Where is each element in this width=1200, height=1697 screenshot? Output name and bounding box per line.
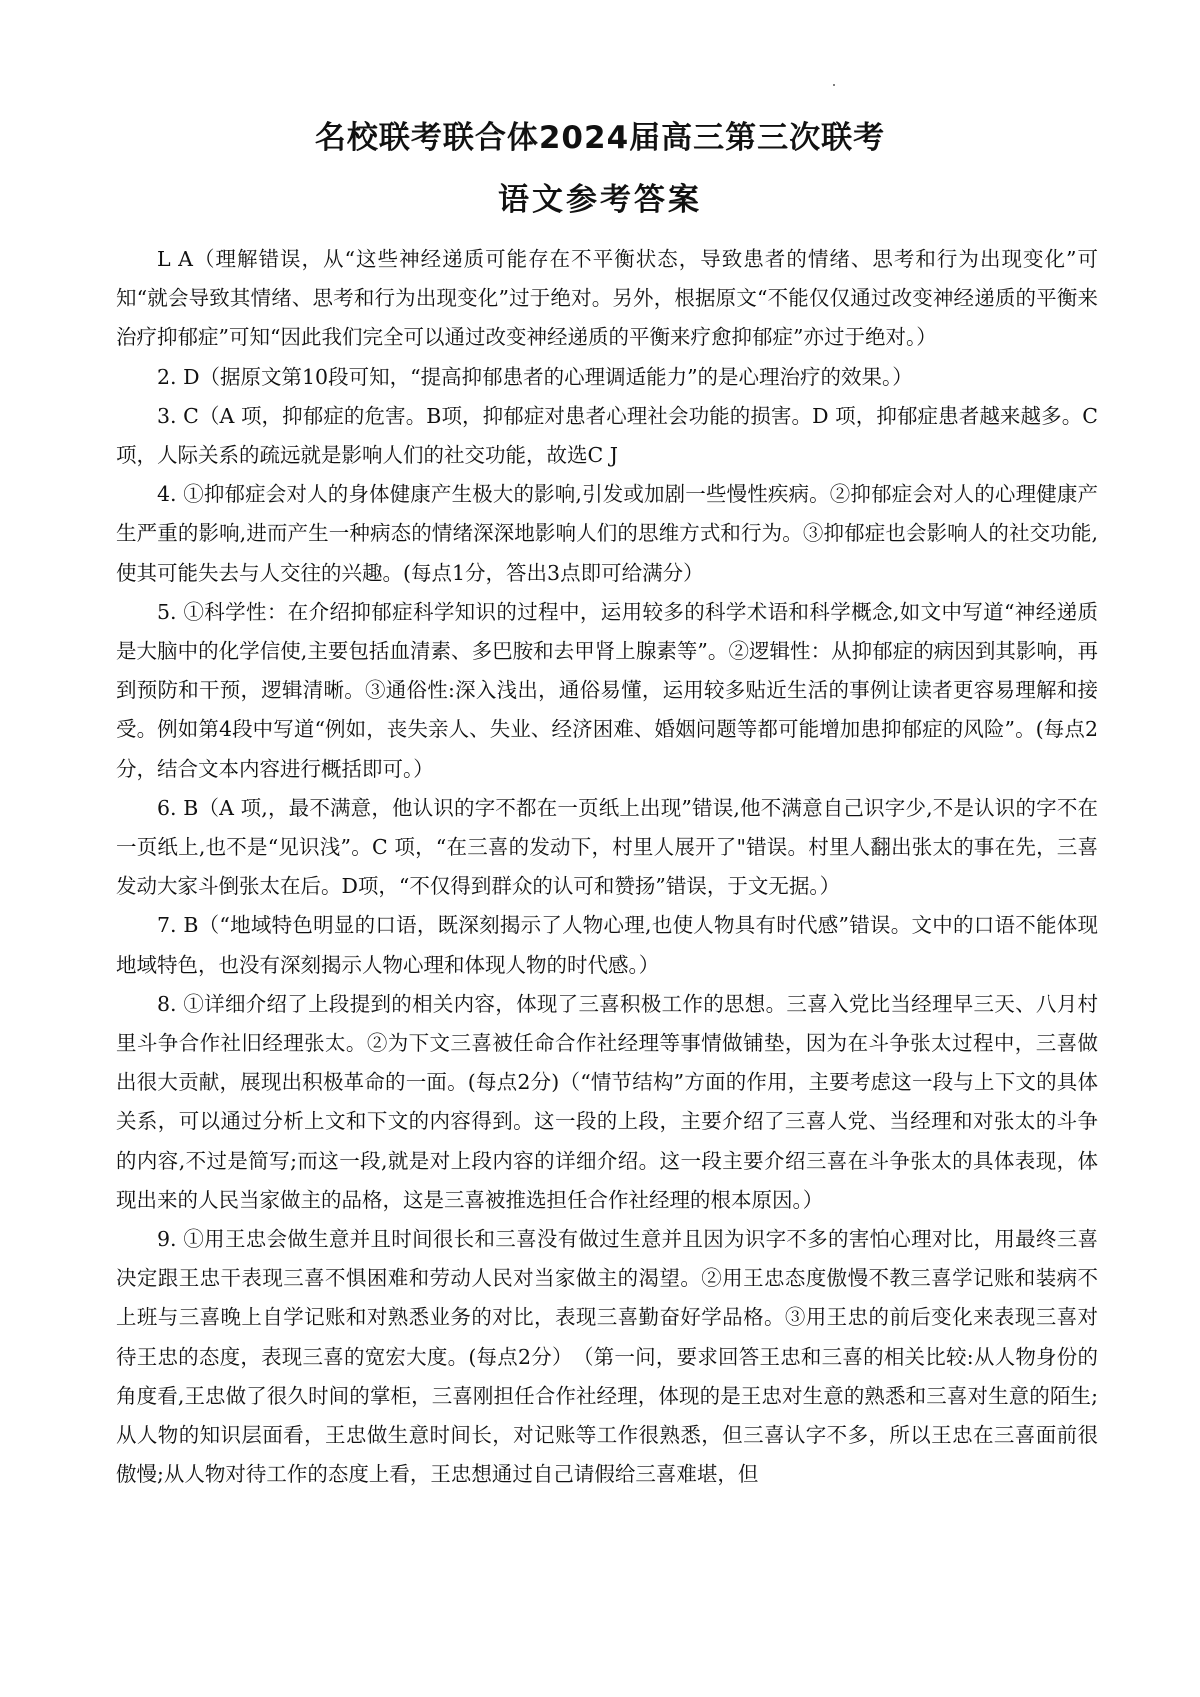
answers-body <box>116 240 1098 1495</box>
document-title: 名校联考联合体2024届高三第三次联考 <box>314 120 886 156</box>
answer-4: 4. ①抑郁症会对人的身体健康产生极大的影响,引发或加剧一些慢性疾病。②抑郁症会对人的心理健康产生严重的影响,进而产生一种病态的情绪深深地影响人们的思维方式和行为。③抑郁症也会影响人的社交功能,使其可能失去与人交往的兴趣。(每点1分，答出3点即可给满分） <box>116 482 1098 585</box>
answer-3: 3. C（A 项，抑郁症的危害。B项，抑郁症对患者心理社会功能的损害。D 项，抑郁症患者越来越多。C 项，人际关系的疏远就是影响人们的社交功能，故选C J <box>116 403 1098 468</box>
answer-8: 8. ①详细介绍了上段提到的相关内容，体现了三喜积极工作的思想。三喜入党比当经理早三天、八月村里斗争合作社旧经理张太。②为下文三喜被任命合作社经理等事情做铺垫，因为在斗争张太过程中，三喜做出很大贡献，展现出积极革命的一面。(每点2分)（“情节结构”方面的作用，主要考虑这一段与上下文的具体关系，可以通过分析上文和下文的内容得到。这一段的上段，主要介绍了三喜人党、当经理和对张太的斗争的内容,不过是简写;而这一段,就是对上段内容的详细介绍。这一段主要介绍三喜在斗争张太的具体表现，体现出来的人民当家做主的品格，这是三喜被推选担任合作社经理的根本原因。） <box>116 991 1098 1212</box>
scan-speck <box>833 84 835 86</box>
answer-9: 9. ①用王忠会做生意并且时间很长和三喜没有做过生意并且因为识字不多的害怕心理对比，用最终三喜决定跟王忠干表现三喜不惧困难和劳动人民对当家做主的渴望。②用王忠态度傲慢不教三喜学记账和装病不上班与三喜晚上自学记账和对熟悉业务的对比，表现三喜勤奋好学品格。③用王忠的前后变化来表现三喜对待王忠的态度，表现三喜的宽宏大度。(每点2分） （第一问，要求回答王忠和三喜的相关比较:从人物身份的角度看,王忠做了很久时间的掌柜，三喜刚担任合作社经理，体现的是王忠对生意的熟悉和三喜对生意的陌生;从人物的知识层面看，王忠做生意时间长，对记账等工作很熟悉，但三喜认字不多，所以王忠在三喜面前很傲慢;从人物对待工作的态度上看，王忠想通过自己请假给三喜难堪，但 <box>116 1227 1098 1487</box>
document-subtitle: 语文参考答案 <box>498 182 702 218</box>
answer-7: 7. B（“地域特色明显的口语，既深刻揭示了人物心理,也使人物具有时代感”错误。文中的口语不能体现地域特色，也没有深刻揭示人物心理和体现人物的时代感。） <box>116 913 1098 977</box>
answer-5: 5. ①科学性：在介绍抑郁症科学知识的过程中，运用较多的科学术语和科学概念,如文中写道“神经递质是大脑中的化学信使,主要包括血清素、多巴胺和去甲肾上腺素等”。②逻辑性：从抑郁症的病因到其影响，再到预防和干预，逻辑清晰。③通俗性:深入浅出，通俗易懂，运用较多贴近生活的事例让读者更容易理解和接受。例如第4段中写道“例如，丧失亲人、失业、经济困难、婚姻问题等都可能增加患抑郁症的风险”。(每点2分，结合文本内容进行概括即可。） <box>116 599 1098 781</box>
answer-2: 2. D（据原文第10段可知，“提高抑郁患者的心理调适能力”的是心理治疗的效果。） <box>157 364 913 389</box>
answer-6: 6. B（A 项,，最不满意，他认识的字不都在一页纸上出现”错误,他不满意自己识字少,不是认识的字不在一页纸上,也不是“见识浅”。C 项，“在三喜的发动下，村里人展开了"错误。村里人翻出张太的事在先，三喜发动大家斗倒张太在后。D项，“不仅得到群众的认可和赞扬”错误，于文无据。） <box>116 795 1098 899</box>
answer-1: L A（理解错误，从“这些神经递质可能存在不平衡状态，导致患者的情绪、思考和行为出现变化”可知“就会导致其情绪、思考和行为出现变化”过于绝对。另外，根据原文“不能仅仅通过改变神经递质的平衡来治疗抑郁症”可知“因此我们完全可以通过改变神经递质的平衡来疗愈抑郁症”亦过于绝对。） <box>116 247 1098 350</box>
